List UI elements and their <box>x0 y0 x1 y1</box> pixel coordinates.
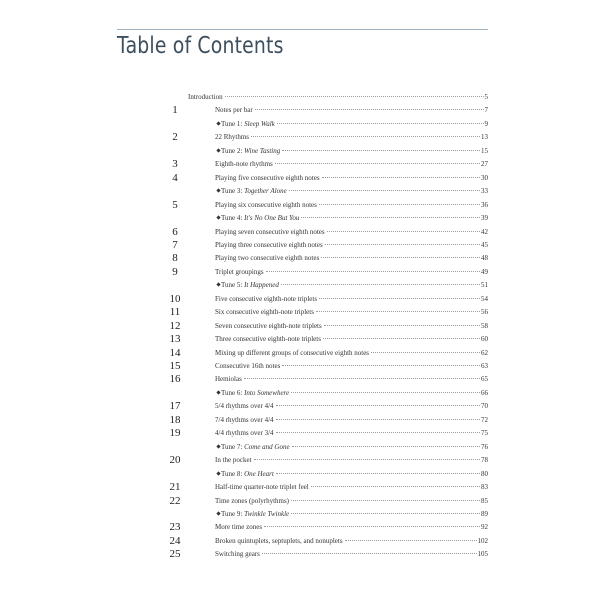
page-number: 70 <box>481 402 488 411</box>
entry-title: Tune 8: One Heart <box>221 469 274 478</box>
toc-chapter-entry <box>169 413 488 427</box>
page-number: 45 <box>481 240 488 249</box>
toc-chapter-entry <box>172 158 488 171</box>
page-number: 85 <box>481 496 488 505</box>
entry-title: Tune 2: Wine Tasting <box>221 146 281 155</box>
page-number: 62 <box>481 348 488 357</box>
tune-title: One Heart <box>244 469 274 478</box>
entry-title: Triplet groupings <box>215 267 264 276</box>
entry-title: Three consecutive eighth-note triplets <box>215 335 321 344</box>
chapter-number: 15 <box>169 360 181 372</box>
dot-leader <box>371 352 480 353</box>
toc-chapter-entry <box>172 131 488 144</box>
page-number: 54 <box>481 294 488 303</box>
toc-chapter-entry <box>169 427 488 440</box>
entry-title: More time zones <box>215 523 263 532</box>
chapter-number: 4 <box>172 171 178 184</box>
page-number: 75 <box>481 429 488 438</box>
toc-intro-entry <box>188 91 488 104</box>
page-number: 105 <box>477 550 488 559</box>
chapter-number: 17 <box>169 400 181 413</box>
entry-title: In the pocket <box>215 456 252 465</box>
chapter-number: 8 <box>172 252 178 265</box>
dot-leader <box>324 325 480 326</box>
entry-title: Playing two consecutive eighth notes <box>215 254 320 263</box>
entry-title: Tune 4: It's No One But You <box>221 214 300 223</box>
tune-title: Twinkle Twinkle <box>244 509 290 518</box>
toc-chapter-entry <box>169 494 488 508</box>
chapter-number: 19 <box>169 427 181 440</box>
toc-chapter-entry <box>172 198 488 212</box>
page-number: 9 <box>484 119 488 128</box>
toc-chapter-entry <box>169 292 488 306</box>
toc-tune-entry <box>188 508 488 521</box>
entry-title: Playing six consecutive eighth notes <box>215 200 317 209</box>
page-number: 80 <box>481 469 488 478</box>
page-number: 66 <box>481 388 488 397</box>
page-number: 33 <box>481 187 488 196</box>
dot-leader <box>291 513 480 514</box>
page-number: 60 <box>481 335 488 344</box>
tune-title: It Happened <box>244 281 279 290</box>
toc-chapter-entry <box>172 104 488 117</box>
chapter-number: 14 <box>169 346 181 359</box>
tune-title: Come and Gone <box>244 442 290 451</box>
page-number: 56 <box>481 308 488 317</box>
page-number: 48 <box>481 254 488 263</box>
entry-title: Hemiolas <box>215 375 242 384</box>
chapter-number: 12 <box>169 319 181 332</box>
dot-leader <box>291 500 480 501</box>
chapter-number: 2 <box>172 131 178 144</box>
toc-chapter-entry <box>169 360 488 373</box>
dot-leader <box>262 553 477 554</box>
chapter-number: 22 <box>169 494 181 507</box>
page-title: Table of Contents <box>117 33 284 59</box>
dot-leader <box>255 109 484 110</box>
dot-leader <box>276 419 480 420</box>
page-number: 58 <box>481 321 488 330</box>
entry-title: Tune 5: It Happened <box>221 281 279 290</box>
entry-title: Notes per bar <box>215 106 253 115</box>
page-number: 102 <box>477 536 488 545</box>
toc-tune-entry <box>188 145 488 158</box>
entry-title: Playing five consecutive eighth notes <box>215 173 320 182</box>
chapter-number: 24 <box>169 534 181 547</box>
dot-leader <box>251 136 480 137</box>
page-number: 63 <box>481 362 488 370</box>
chapter-number: 23 <box>169 521 181 534</box>
entry-title: Consecutive 16th notes <box>215 362 281 370</box>
chapter-number: 21 <box>169 481 181 494</box>
page-number: 13 <box>481 133 488 142</box>
entry-title: Eighth-note rhythms <box>215 160 273 169</box>
dot-leader <box>291 392 480 393</box>
entry-title: Five consecutive eighth-note triplets <box>215 294 318 303</box>
chapter-number: 7 <box>172 238 178 251</box>
entry-title: 7/4 rhythms over 4/4 <box>215 415 274 424</box>
dot-leader <box>322 177 480 178</box>
toc-tune-entry <box>188 279 488 292</box>
page-number: 49 <box>481 267 488 276</box>
dot-leader <box>254 459 480 460</box>
tune-title: Wine Tasting <box>244 146 281 155</box>
page-number: 92 <box>481 523 488 532</box>
chapter-number: 18 <box>169 413 181 426</box>
toc-chapter-entry <box>169 373 488 386</box>
page-number: 83 <box>481 483 488 492</box>
entry-title: 5/4 rhythms over 4/4 <box>215 402 274 411</box>
chapter-number: 9 <box>172 265 178 278</box>
dot-leader <box>282 365 480 366</box>
toc-tune-entry <box>188 468 488 481</box>
dot-leader <box>276 432 480 433</box>
chapter-number: 20 <box>169 454 181 467</box>
toc-chapter-entry <box>169 306 488 319</box>
entry-title: Tune 7: Come and Gone <box>221 442 290 451</box>
toc-chapter-entry <box>169 548 488 561</box>
entry-title: Time zones (polyrhythms) <box>215 496 290 505</box>
page-number: 15 <box>481 146 488 155</box>
toc-tune-entry <box>188 387 488 400</box>
toc-chapter-entry <box>169 454 488 467</box>
entry-title: Tune 6: Into Somewhere <box>221 388 290 397</box>
toc-chapter-entry <box>172 252 488 265</box>
tune-title: It's No One But You <box>244 214 300 223</box>
page-number: 78 <box>481 456 488 465</box>
dot-leader <box>276 473 480 474</box>
chapter-number: 5 <box>172 198 178 211</box>
chapter-number: 3 <box>172 158 178 171</box>
toc-chapter-entry <box>169 346 488 360</box>
entry-title: Half-time quarter-note triplet feel <box>215 483 309 492</box>
header-rule <box>117 29 488 30</box>
dot-leader <box>292 446 480 447</box>
chapter-number: 6 <box>172 225 178 238</box>
toc-tune-entry <box>188 441 488 454</box>
toc-chapter-entry <box>169 333 488 346</box>
dot-leader <box>325 244 480 245</box>
entry-title: Six consecutive eighth-note triplets <box>215 308 314 317</box>
dot-leader <box>327 231 480 232</box>
entry-title: Mixing up different groups of consecutive eighth notes <box>215 348 370 357</box>
dot-leader <box>301 217 480 218</box>
entry-title: Playing three consecutive eighth notes <box>215 240 323 249</box>
dot-leader <box>225 96 484 97</box>
toc-chapter-entry <box>172 265 488 279</box>
page-number: 51 <box>481 281 488 290</box>
entry-title: 4/4 rhythms over 3/4 <box>215 429 274 438</box>
dot-leader <box>323 338 480 339</box>
page-number: 30 <box>481 173 488 182</box>
toc-chapter-entry <box>172 225 488 239</box>
page-number: 5 <box>484 93 488 101</box>
dot-leader <box>282 150 480 151</box>
toc-chapter-entry <box>169 534 488 548</box>
toc-tune-entry <box>188 118 488 131</box>
page-number: 7 <box>484 106 488 115</box>
entry-title: Introduction <box>188 93 223 101</box>
entry-title: 22 Rhythms <box>215 133 250 142</box>
chapter-number: 10 <box>169 292 181 305</box>
toc-chapter-entry <box>172 171 488 185</box>
entry-title: Switching gears <box>215 550 260 559</box>
chapter-number: 25 <box>169 548 181 561</box>
entry-title: Seven consecutive eighth-note triplets <box>215 321 322 330</box>
page-number: 65 <box>481 375 488 384</box>
entry-title: Tune 9: Twinkle Twinkle <box>221 509 290 518</box>
dot-leader <box>316 311 480 312</box>
page-number: 27 <box>481 160 488 169</box>
page-number: 39 <box>481 214 488 223</box>
toc-chapter-entry <box>172 238 488 252</box>
page-number: 36 <box>481 200 488 209</box>
tune-title: Into Somewhere <box>244 388 290 397</box>
entry-title: Playing seven consecutive eighth notes <box>215 227 325 236</box>
dot-leader <box>266 271 480 272</box>
dot-leader <box>321 257 480 258</box>
chapter-number: 13 <box>169 333 181 346</box>
dot-leader <box>264 526 480 527</box>
toc-chapter-entry <box>169 481 488 494</box>
chapter-number: 11 <box>169 306 181 319</box>
dot-leader <box>289 190 480 191</box>
dot-leader <box>281 284 480 285</box>
page-number: 72 <box>481 415 488 424</box>
dot-leader <box>275 163 480 164</box>
dot-leader <box>276 405 480 406</box>
chapter-number: 16 <box>169 373 181 386</box>
toc-chapter-entry <box>169 521 488 534</box>
entry-title: Broken quintuplets, septuplets, and nonuplets <box>215 536 343 545</box>
chapter-number: 1 <box>172 104 178 117</box>
dot-leader <box>319 298 480 299</box>
toc-tune-entry <box>188 185 488 198</box>
tune-title: Together Alone <box>244 187 287 196</box>
toc-chapter-entry <box>169 319 488 333</box>
dot-leader <box>277 123 484 124</box>
dot-leader <box>311 486 480 487</box>
entry-title: Tune 1: Sleep Walk <box>221 119 275 128</box>
page-number: 42 <box>481 227 488 236</box>
toc-tune-entry <box>188 212 488 225</box>
dot-leader <box>345 540 477 541</box>
tune-title: Sleep Walk <box>244 119 275 128</box>
page-number: 76 <box>481 442 488 451</box>
dot-leader <box>244 378 480 379</box>
entry-title: Tune 3: Together Alone <box>221 187 287 196</box>
dot-leader <box>319 204 480 205</box>
toc-chapter-entry <box>169 400 488 413</box>
page-number: 89 <box>481 509 488 518</box>
